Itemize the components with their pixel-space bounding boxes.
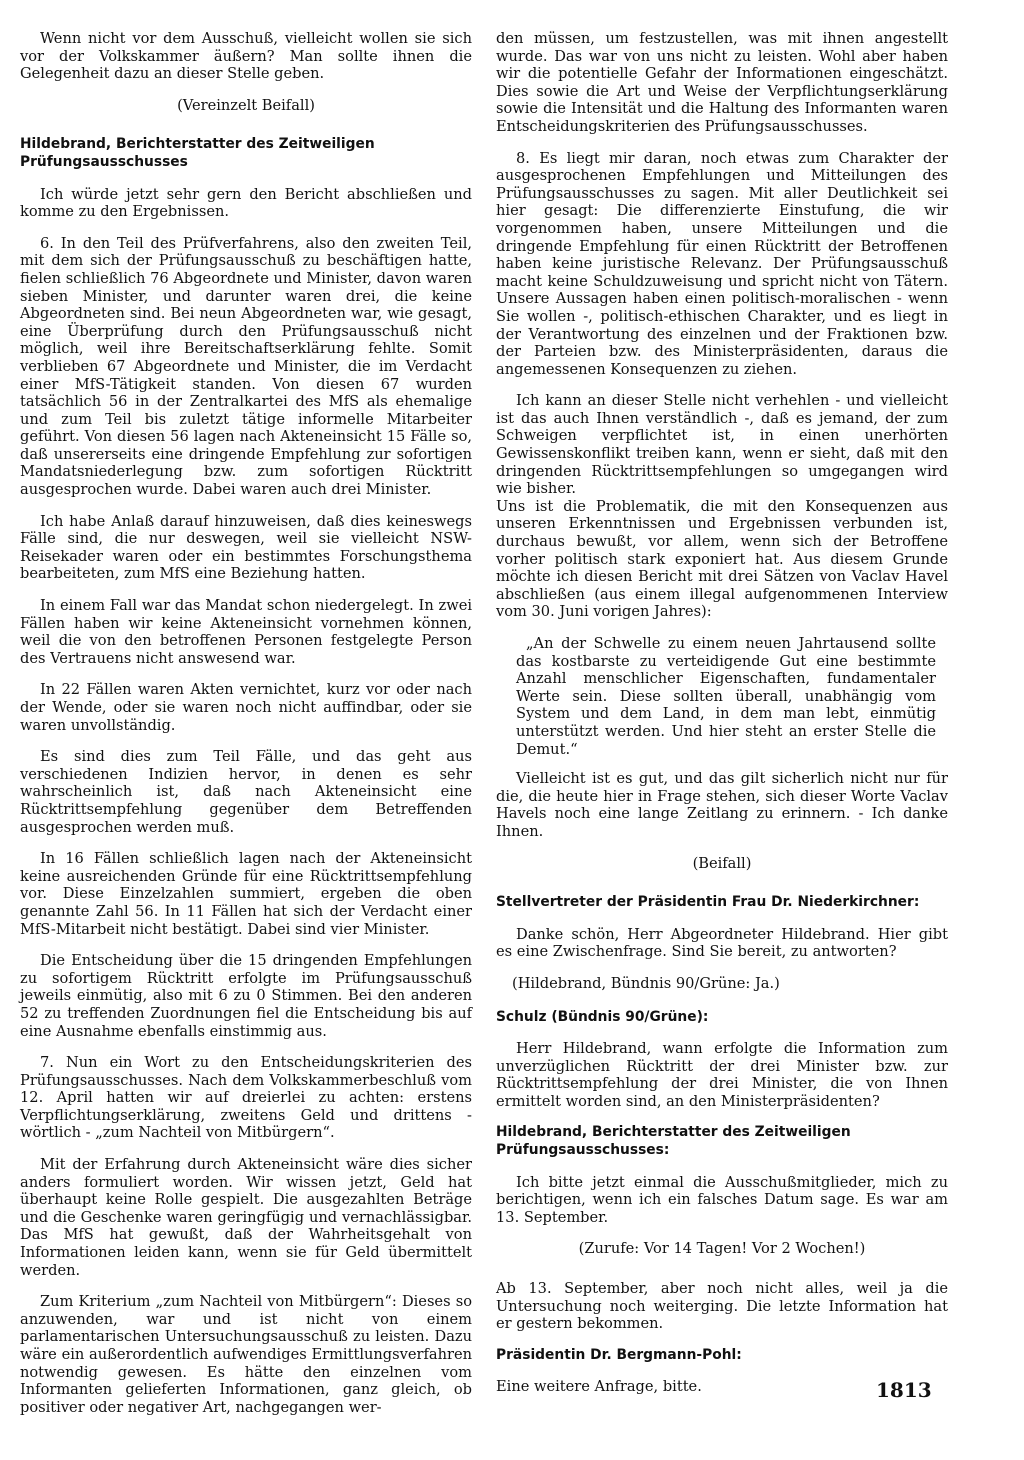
- paragraph: Wenn nicht vor dem Ausschuß, vielleicht wollen sie sich vor der Volkskammer äußern? Man sollte ihnen die Gelegenheit dazu an dieser Stelle geben.: [20, 30, 472, 83]
- left-column: [20, 30, 472, 1416]
- paragraph: Eine weitere Anfrage, bitte.: [496, 1378, 702, 1396]
- paragraph: 6. In den Teil des Prüfverfahrens, also den zweiten Teil, mit dem sich der Prüfungsausschuß zu beschäftigen hatte, fielen schließlich 76 Abgeordnete und Minister, davon waren sieben Minister, und darunter waren drei, die keine Abgeordneten sind. Bei neun Abgeordneten war, wie gesagt, eine Überprüfung durch den Prüfungsausschuß nicht möglich, weil ihre Bereitschaftserklärung fehlte. Somit verblieben 67 Abgeordnete und Minister, die im Verdacht einer MfS-Tätigkeit standen. Von diesen 67 wurden tatsächlich 56 in der Zentralkartei des MfS als ehemalige und zum Teil bis zuletzt tätige informelle Mitarbeiter geführt. Von diesen 56 lagen nach Akteneinsicht 15 Fälle so, daß unsererseits eine dringende Empfehlung zur sofortigen Mandatsniederlegung bzw. zum sofortigen Rücktritt ausgesprochen wurde. Dabei waren auch drei Minister.: [20, 234, 472, 499]
- paragraph: Ich kann an dieser Stelle nicht verhehlen - und vielleicht ist das auch Ihnen verständlich -, daß es jemand, der zum Schweigen verpflichtet ist, in einen unerhörten Gewissenskonflikt treiben kann, wenn er sieht, daß mit den dringenden Rücktrittsempfehlungen so umgegangen wird wie bisher.: [496, 392, 948, 498]
- paragraph: Ab 13. September, aber noch nicht alles, weil ja die Untersuchung noch weiterging. Die letzte Information hat er gestern bekommen.: [496, 1280, 948, 1333]
- paragraph: Ich würde jetzt sehr gern den Bericht abschließen und komme zu den Ergebnissen.: [20, 185, 472, 221]
- paragraph: In 16 Fällen schließlich lagen nach der Akteneinsicht keine ausreichenden Gründe für eine Rücktrittsempfehlung vor. Diese Einzelzahlen summiert, ergeben die oben genannte Zahl 56. In 11 Fällen hat sich der Verdacht einer MfS-Mitarbeit nicht bestätigt. Dabei sind vier Minister.: [20, 850, 472, 938]
- paragraph: In 22 Fällen waren Akten vernichtet, kurz vor oder nach der Wende, oder sie waren noch nicht auffindbar, oder sie waren unvollständig.: [20, 681, 472, 734]
- speaker-heading: Schulz (Bündnis 90/Grüne):: [496, 1008, 709, 1025]
- speaker-heading: Stellvertreter der Präsidentin Frau Dr. Niederkirchner:: [496, 894, 920, 911]
- havel-quote: „An der Schwelle zu einem neuen Jahrtausend sollte das kostbarste zu verteidigende Gut eine bestimmte Anzahl menschlicher Eigenschaften, fundamentaler Werte sein. Diese sollten überall, unabhängig vom System und dem Land, in dem man lebt, einmütig unterstützt werden. Und hier steht an erster Stelle die Demut.“: [516, 635, 936, 758]
- page-number: 1813: [876, 1378, 932, 1402]
- paragraph: 7. Nun ein Wort zu den Entscheidungskriterien des Prüfungsausschusses. Nach dem Volkskammerbeschluß vom 12. April hatten wir auf dreierlei zu achten: erstens Verpflichtungserklärung, zweitens Geld und drittens - wörtlich - „zum Nachteil von Mitbürgern“.: [20, 1054, 472, 1142]
- paragraph: Herr Hildebrand, wann erfolgte die Information zum unverzüglichen Rücktritt der drei Minister bzw. zur Rücktrittsempfehlung der drei Minister, die von Ihnen ermittelt worden sind, an den Ministerpräsidenten?: [496, 1040, 948, 1110]
- paragraph: Mit der Erfahrung durch Akteneinsicht wäre dies sicher anders formuliert worden. Wir wissen jetzt, Geld hat überhaupt keine Rolle gespielt. Die ausgezahlten Beträge und die Geschenke waren geringfügig und vernachlässigbar. Das MfS hat gewußt, daß der Wahrheitsgehalt von Informationen leiden kann, wenn sie für Geld übermittelt werden.: [20, 1156, 472, 1279]
- paragraph: 8. Es liegt mir daran, noch etwas zum Charakter der ausgesprochenen Empfehlungen und Mitteilungen des Prüfungsausschusses zu sagen. Mit aller Deutlichkeit sei hier gesagt: Die differenzierte Einstufung, die wir vorgenommen haben, unsere Mitteilungen und die dringende Empfehlung für einen Rücktritt der Betroffenen haben keine juristische Relevanz. Der Prüfungsausschuß macht keine Schuldzuweisung und spricht nicht von Tätern. Unsere Aussagen haben einen politisch-moralischen - wenn Sie wollen -, politisch-ethischen Charakter, und es liegt in der Verantwortung des einzelnen und der Fraktionen bzw. der Parteien bzw. des Ministerpräsidenten, daraus die angemessenen Konsequenzen zu ziehen.: [496, 149, 948, 378]
- interjection: (Hildebrand, Bündnis 90/Grüne: Ja.): [512, 974, 780, 992]
- speaker-heading: Hildebrand, Berichterstatter des Zeitweiligen Prüfungsausschusses: [20, 136, 375, 170]
- paragraph: In einem Fall war das Mandat schon niedergelegt. In zwei Fällen haben wir keine Akteneinsicht vornehmen können, weil die von den betroffenen Personen festgelegte Person des Vertrauens nicht answesend war.: [20, 597, 472, 667]
- paragraph: Zum Kriterium „zum Nachteil von Mitbürgern“: Dieses so anzuwenden, war und ist nicht von einem parlamentarischen Untersuchungsausschuß zu leisten. Dazu wäre ein außerordentlich aufwendiges Ermittlungsverfahren notwendig gewesen. Es hätte den einzelnen vom Informanten gelieferten Informationen, ganz gleich, ob positiver oder negativer Art, nachgegangen wer-: [20, 1293, 472, 1416]
- interjection: (Zurufe: Vor 14 Tagen! Vor 2 Wochen!): [578, 1240, 866, 1258]
- paragraph: Ich habe Anlaß darauf hinzuweisen, daß dies keineswegs Fälle sind, die nur deswegen, weil sie vielleicht NSW-Reisekader waren oder ein bestimmtes Forschungsthema bearbeiteten, zum MfS eine Beziehung hatten.: [20, 512, 472, 583]
- paragraph: Die Entscheidung über die 15 dringenden Empfehlungen zu sofortigem Rücktritt erfolgte im Prüfungsausschuß jeweils einmütig, also mit 6 zu 0 Stimmen. Bei den anderen 52 zu treffenden Zuordnungen fiel die Entscheidung bis auf eine Ausnahme ebenfalls einstimmig aus.: [20, 952, 472, 1040]
- paragraph: Uns ist die Problematik, die mit den Konsequenzen aus unseren Erkenntnissen und Ergebnissen verbunden ist, durchaus bewußt, vor allem, wenn sich der Betroffene vorher politisch stark exponiert hat. Aus diesem Grunde möchte ich diesen Bericht mit drei Sätzen von Vaclav Havel abschließen (aus einem illegal aufgenommenen Interview vom 30. Juni vorigen Jahres):: [496, 497, 948, 621]
- applause-note: (Beifall): [692, 854, 752, 872]
- paragraph: Ich bitte jetzt einmal die Ausschußmitglieder, mich zu berichtigen, wenn ich ein falsches Datum sage. Es war am 13. September.: [496, 1173, 948, 1226]
- speaker-heading: Präsidentin Dr. Bergmann-Pohl:: [496, 1346, 742, 1363]
- right-column: [496, 30, 948, 1410]
- paragraph: den müssen, um festzustellen, was mit ihnen angestellt wurde. Das war von uns nicht zu leisten. Wohl aber haben wir die potentielle Gefahr der Informationen eingeschätzt. Dies sowie die Art und Weise der Verpflichtungserklärung sowie die Intensität und die Haltung des Informanten waren Entscheidungskriterien des Prüfungsausschusses.: [496, 30, 948, 135]
- paragraph: Es sind dies zum Teil Fälle, und das geht aus verschiedenen Indizien hervor, in denen es sehr wahrscheinlich ist, daß nach Akteneinsicht eine Rücktrittsempfehlung gegenüber dem Betreffenden ausgesprochen werden muß.: [20, 748, 472, 836]
- speaker-heading: Hildebrand, Berichterstatter des Zeitweiligen Prüfungsausschusses:: [496, 1124, 851, 1159]
- applause-note: (Vereinzelt Beifall): [177, 96, 315, 114]
- paragraph: Danke schön, Herr Abgeordneter Hildebrand. Hier gibt es eine Zwischenfrage. Sind Sie bereit, zu antworten?: [496, 925, 948, 961]
- paragraph: Vielleicht ist es gut, und das gilt sicherlich nicht nur für die, die heute hier in Frage stehen, sich dieser Worte Vaclav Havels noch eine lange Zeitlang zu erinnern. - Ich danke Ihnen.: [496, 770, 948, 840]
